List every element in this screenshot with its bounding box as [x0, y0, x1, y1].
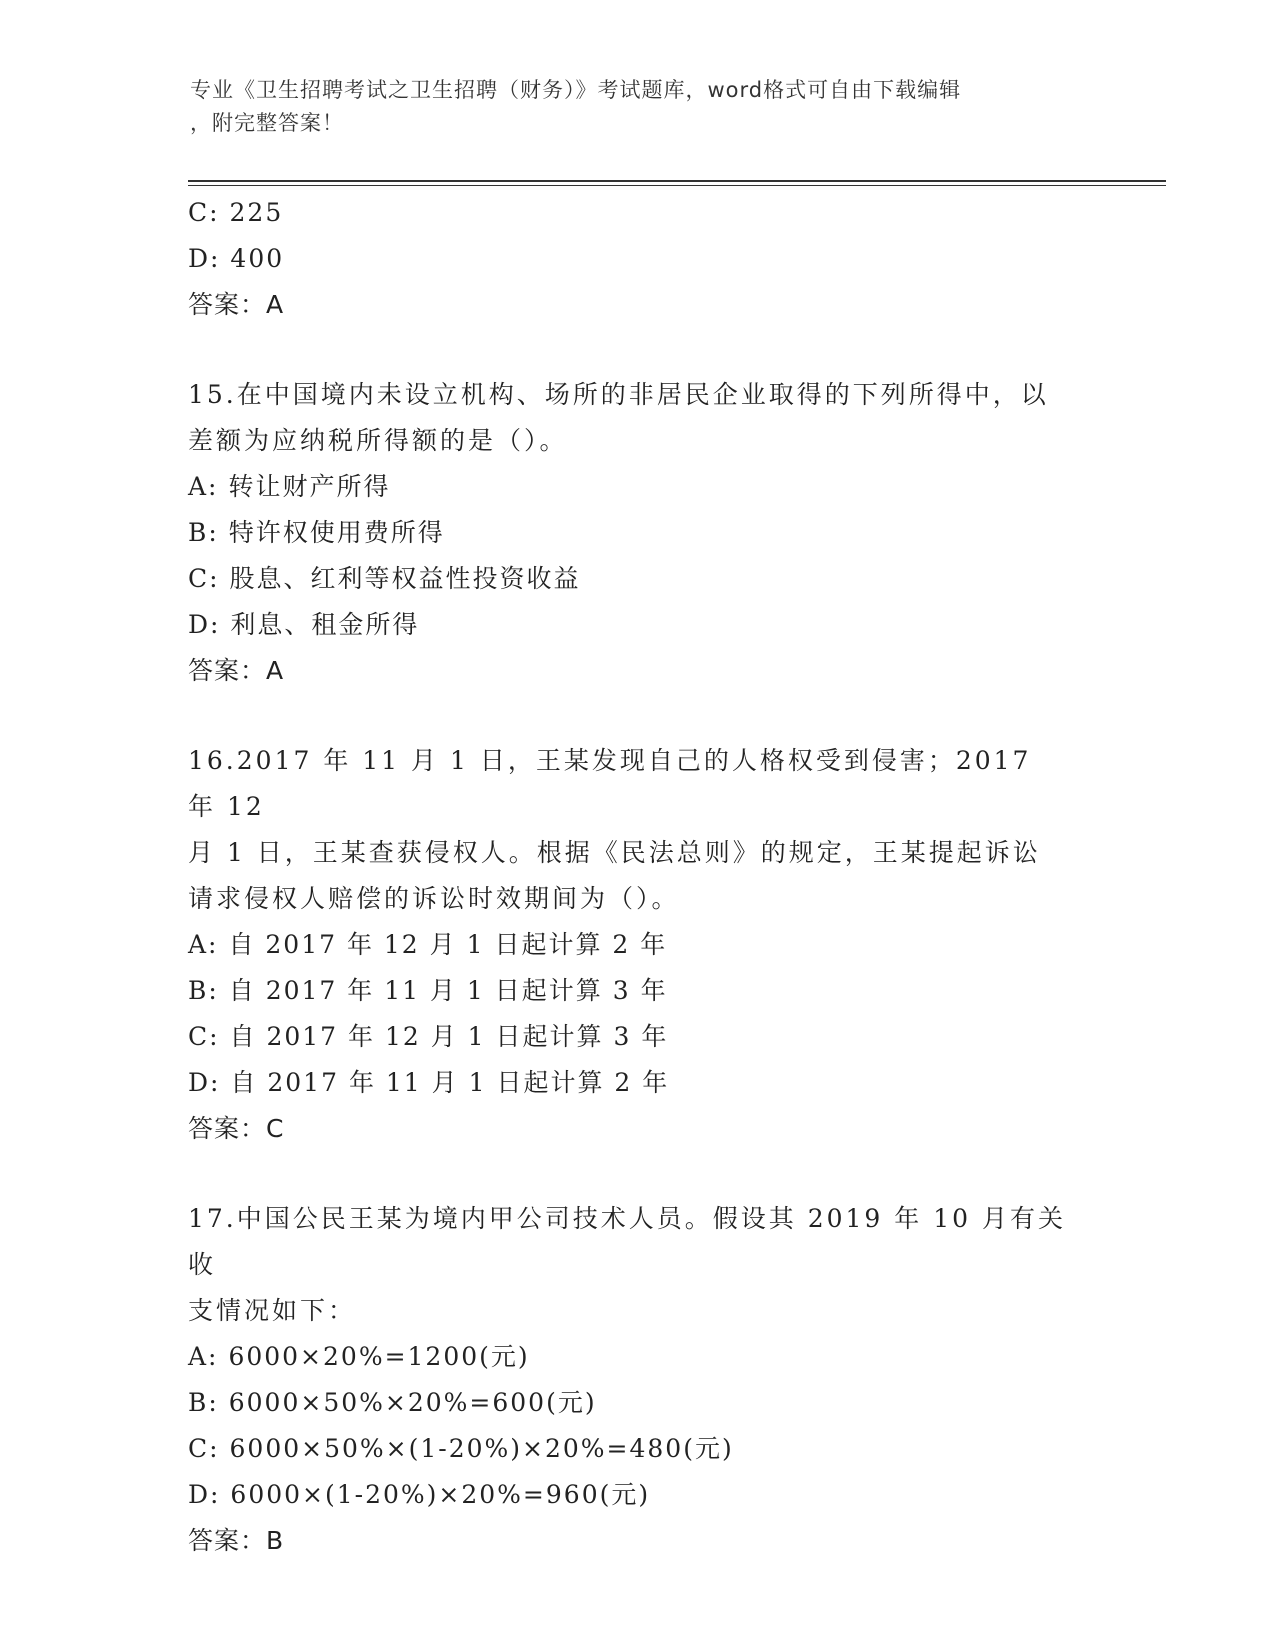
option-text: 6000×50%×(1-20%)×20%=480(元) — [229, 1434, 734, 1463]
option-text: 自 2017 年 11 月 1 日起计算 3 年 — [228, 976, 668, 1005]
question-stem — [188, 1196, 1068, 1334]
option-text: 转让财产所得 — [228, 472, 391, 501]
option-letter: C: — [188, 198, 220, 227]
option-c — [188, 190, 1088, 236]
header-divider-thick — [188, 180, 1166, 182]
option-letter: B: — [188, 1388, 219, 1417]
option-b — [188, 510, 1088, 556]
option-text: 自 2017 年 11 月 1 日起计算 2 年 — [230, 1068, 670, 1097]
option-c — [188, 1014, 1088, 1060]
question-16 — [188, 738, 1088, 1152]
stem-line: 请求侵权人赔偿的诉讼时效期间为（）。 — [188, 884, 680, 913]
question-15 — [188, 372, 1088, 694]
option-d — [188, 1472, 1088, 1518]
document-header — [190, 74, 1090, 140]
option-text: 6000×50%×20%=600(元) — [228, 1388, 597, 1417]
stem-line: 月 1 日，王某查获侵权人。根据《民法总则》的规定，王某提起诉讼 — [188, 838, 1041, 867]
option-letter: D: — [188, 610, 221, 639]
option-c — [188, 556, 1088, 602]
option-letter: C: — [188, 564, 220, 593]
option-text: 400 — [230, 244, 285, 273]
header-divider-thin — [188, 185, 1166, 186]
option-letter: A: — [188, 472, 219, 501]
option-letter: A: — [188, 930, 219, 959]
option-letter: D: — [188, 1480, 221, 1509]
answer-line: 答案：A — [188, 290, 285, 319]
stem-line: 17.中国公民王某为境内甲公司技术人员。假设其 2019 年 10 月有关收 — [188, 1204, 1066, 1279]
question-17 — [188, 1196, 1088, 1564]
answer-line: 答案：C — [188, 1114, 285, 1143]
question-stem — [188, 738, 1068, 922]
option-letter: C: — [188, 1434, 220, 1463]
option-letter: D: — [188, 244, 221, 273]
option-a — [188, 1334, 1088, 1380]
stem-line: 16.2017 年 11 月 1 日，王某发现自己的人格权受到侵害；2017 年 12 — [188, 746, 1032, 821]
option-text: 自 2017 年 12 月 1 日起计算 2 年 — [228, 930, 668, 959]
answer-line: 答案：B — [188, 1526, 285, 1555]
option-b — [188, 968, 1088, 1014]
option-d — [188, 236, 1088, 282]
option-text: 利息、租金所得 — [230, 610, 420, 639]
option-b — [188, 1380, 1088, 1426]
header-line-2: ，附完整答案！ — [190, 111, 344, 135]
question-14-tail — [188, 190, 1088, 328]
answer-line: 答案：A — [188, 656, 285, 685]
option-d — [188, 1060, 1088, 1106]
option-letter: A: — [188, 1342, 219, 1371]
header-line-1: 专业《卫生招聘考试之卫生招聘（财务）》考试题库，word格式可自由下载编辑 — [190, 78, 962, 102]
option-text: 股息、红利等权益性投资收益 — [229, 564, 581, 593]
option-letter: C: — [188, 1022, 220, 1051]
option-letter: B: — [188, 976, 219, 1005]
option-letter: D: — [188, 1068, 221, 1097]
option-letter: B: — [188, 518, 219, 547]
document-body — [188, 190, 1088, 1564]
option-text: 6000×20%=1200(元) — [228, 1342, 530, 1371]
option-a — [188, 464, 1088, 510]
stem-line: 差额为应纳税所得额的是（）。 — [188, 426, 568, 455]
option-a — [188, 922, 1088, 968]
option-text: 225 — [229, 198, 284, 227]
option-text: 特许权使用费所得 — [228, 518, 445, 547]
question-stem — [188, 372, 1068, 464]
stem-line: 15.在中国境内未设立机构、场所的非居民企业取得的下列所得中，以 — [188, 380, 1049, 409]
stem-line: 支情况如下： — [188, 1296, 357, 1325]
option-text: 自 2017 年 12 月 1 日起计算 3 年 — [229, 1022, 669, 1051]
option-d — [188, 602, 1088, 648]
option-text: 6000×(1-20%)×20%=960(元) — [230, 1480, 651, 1509]
option-c — [188, 1426, 1088, 1472]
